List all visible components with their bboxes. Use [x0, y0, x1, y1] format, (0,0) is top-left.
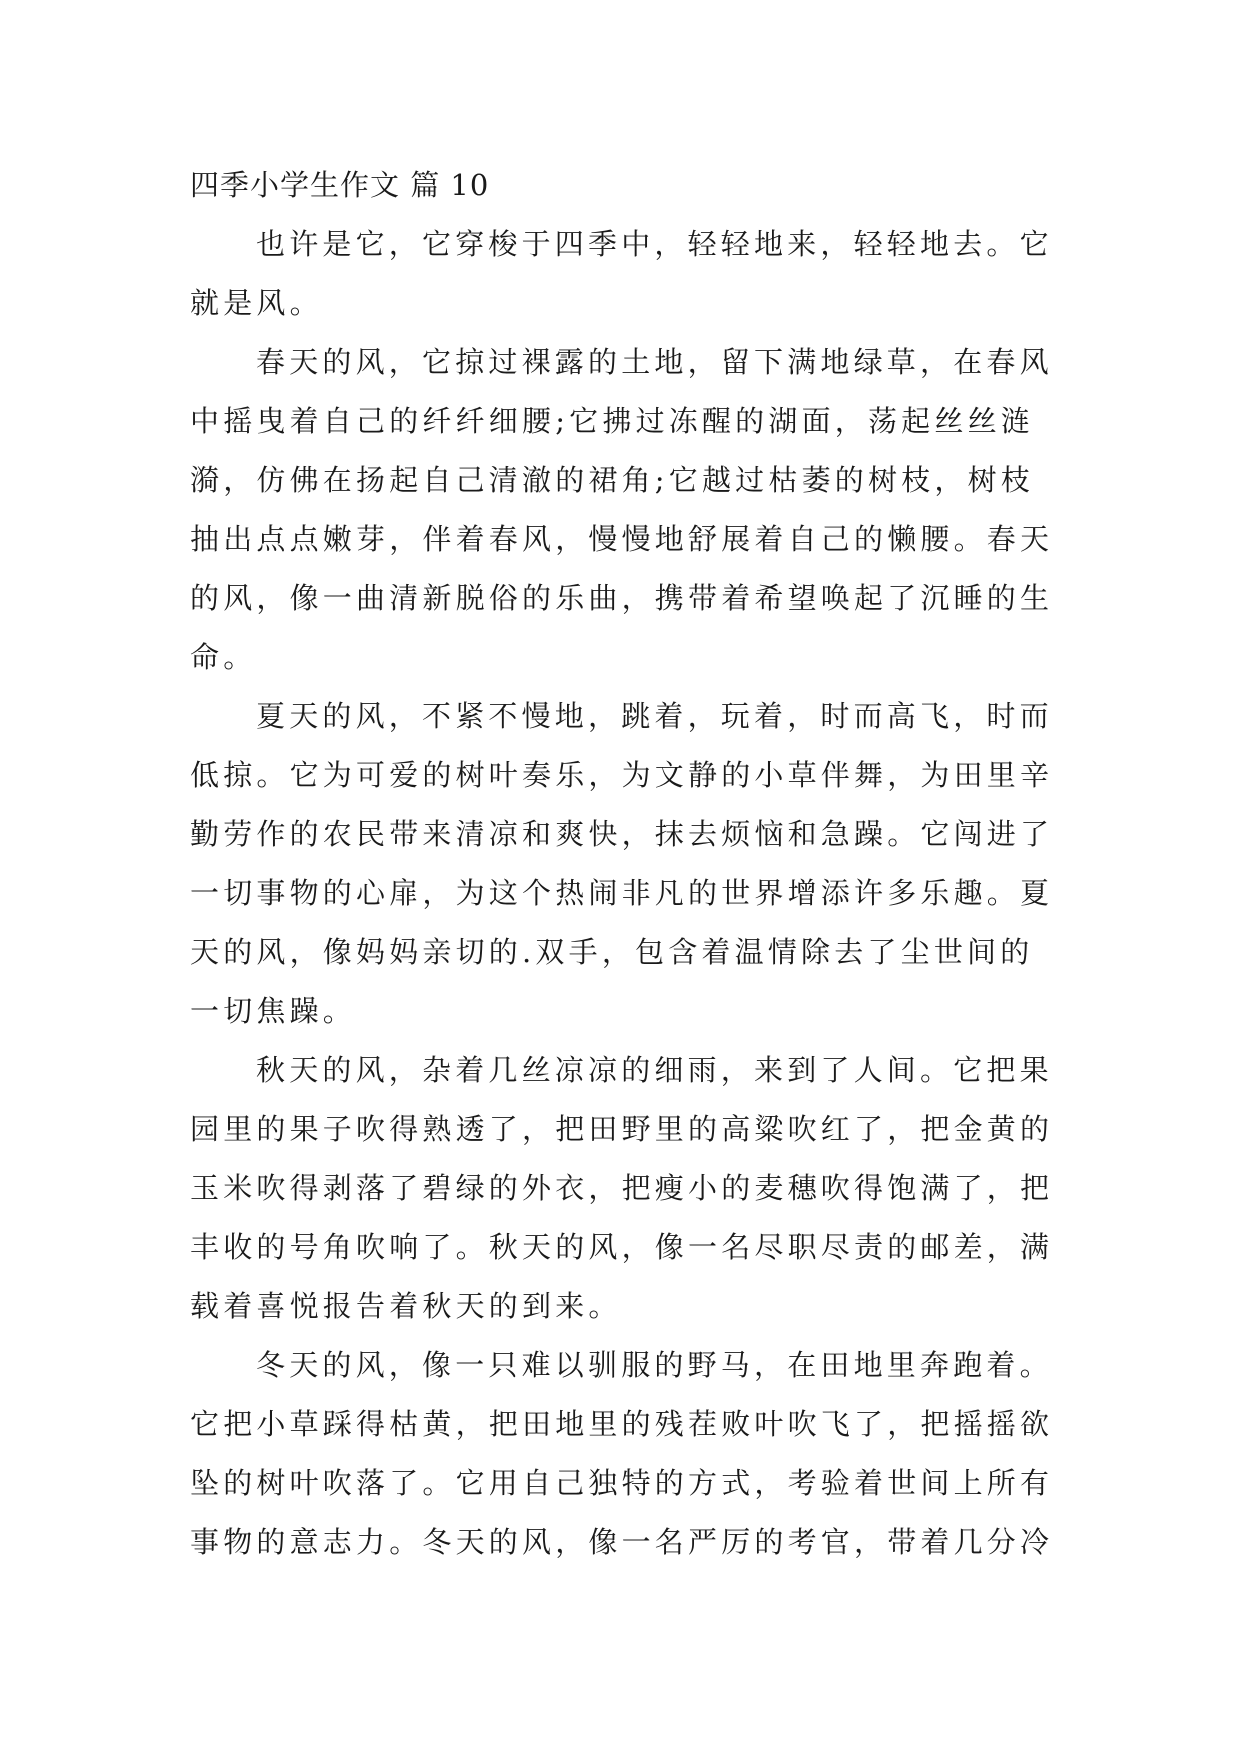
text-line: 秋天的风，杂着几丝凉凉的细雨，来到了人间。它把果 — [256, 1053, 1053, 1087]
paragraph-intro — [190, 215, 1060, 333]
text-line: 事物的意志力。冬天的风，像一名严厉的考官，带着几分冷 — [190, 1525, 1054, 1559]
document-title: 四季小学生作文 篇 10 — [190, 168, 490, 202]
text-line: 一切事物的心扉，为这个热闹非凡的世界增添许多乐趣。夏 — [190, 876, 1054, 910]
text-line: 低掠。它为可爱的树叶奏乐，为文静的小草伴舞，为田里辛 — [190, 758, 1054, 792]
text-line: 抽出点点嫩芽，伴着春风，慢慢地舒展着自己的懒腰。春天 — [190, 522, 1054, 556]
paragraph-summer — [190, 687, 1060, 1041]
text-line: 它把小草踩得枯黄，把田地里的残茬败叶吹飞了，把摇摇欲 — [190, 1407, 1054, 1441]
text-line: 勤劳作的农民带来清凉和爽快，抹去烦恼和急躁。它闯进了 — [190, 817, 1054, 851]
document-page — [190, 156, 1060, 1572]
text-line: 夏天的风，不紧不慢地，跳着，玩着，时而高飞，时而 — [256, 699, 1053, 733]
text-line: 春天的风，它掠过裸露的土地，留下满地绿草，在春风 — [256, 345, 1053, 379]
text-line: 漪，仿佛在扬起自己清澈的裙角;它越过枯萎的树枝，树枝 — [190, 463, 1034, 497]
text-line: 也许是它，它穿梭于四季中，轻轻地来，轻轻地去。它 — [256, 227, 1053, 261]
text-line: 中摇曳着自己的纤纤细腰;它拂过冻醒的湖面，荡起丝丝涟 — [190, 404, 1034, 438]
text-line: 天的风，像妈妈亲切的.双手，包含着温情除去了尘世间的 — [190, 935, 1034, 969]
text-line: 园里的果子吹得熟透了，把田野里的高粱吹红了，把金黄的 — [190, 1112, 1054, 1146]
text-line: 载着喜悦报告着秋天的到来。 — [190, 1289, 622, 1323]
paragraph-winter — [190, 1336, 1060, 1572]
text-line: 命。 — [190, 640, 257, 674]
paragraph-spring — [190, 333, 1060, 687]
text-line: 的风，像一曲清新脱俗的乐曲，携带着希望唤起了沉睡的生 — [190, 581, 1054, 615]
text-line: 就是风。 — [190, 286, 323, 320]
essay-body — [190, 215, 1060, 1572]
text-line: 坠的树叶吹落了。它用自己独特的方式，考验着世间上所有 — [190, 1466, 1054, 1500]
text-line: 玉米吹得剥落了碧绿的外衣，把瘦小的麦穗吹得饱满了，把 — [190, 1171, 1054, 1205]
text-line: 丰收的号角吹响了。秋天的风，像一名尽职尽责的邮差，满 — [190, 1230, 1054, 1264]
paragraph-autumn — [190, 1041, 1060, 1336]
text-line: 冬天的风，像一只难以驯服的野马，在田地里奔跑着。 — [256, 1348, 1053, 1382]
text-line: 一切焦躁。 — [190, 994, 357, 1028]
